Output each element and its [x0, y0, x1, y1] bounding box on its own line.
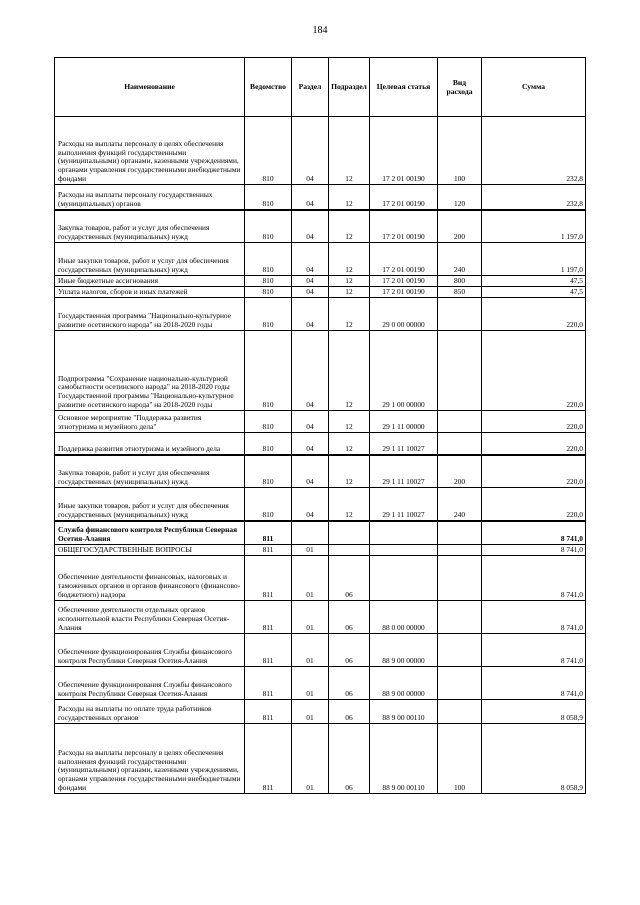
cell-type	[438, 667, 482, 700]
cell-type: 240	[438, 243, 482, 276]
cell-name: Обеспечение функционирования Службы финансового контроля Республики Северная Осетия-Алания	[55, 634, 245, 667]
cell-target: 17 2 01 00190	[370, 185, 438, 210]
cell-name: Расходы на выплаты персоналу государственных (муниципальных) органов	[55, 185, 245, 210]
cell-type	[438, 331, 482, 411]
cell-amount: 220,0	[482, 455, 586, 488]
cell-section: 04	[292, 117, 329, 185]
table-row	[55, 634, 586, 667]
cell-amount: 232,8	[482, 185, 586, 210]
cell-dept: 810	[245, 287, 292, 298]
table-row	[55, 276, 586, 287]
cell-dept: 811	[245, 700, 292, 724]
cell-type: 850	[438, 287, 482, 298]
cell-amount: 8 741,0	[482, 545, 586, 556]
cell-section: 04	[292, 488, 329, 521]
cell-dept: 811	[245, 667, 292, 700]
cell-section	[292, 521, 329, 545]
cell-name: Государственная программа "Национально-культурное развитие осетинского народа" на 2018-2020 годы	[55, 298, 245, 331]
table-row	[55, 117, 586, 185]
cell-type	[438, 521, 482, 545]
cell-dept: 811	[245, 634, 292, 667]
cell-target: 29 1 00 00000	[370, 331, 438, 411]
table-row	[55, 287, 586, 298]
cell-name: Поддержка развития этнотуризма и музейного дела	[55, 433, 245, 455]
budget-table	[54, 57, 586, 794]
cell-subsection: 12	[329, 287, 370, 298]
cell-section: 04	[292, 287, 329, 298]
cell-section: 01	[292, 601, 329, 634]
cell-dept: 810	[245, 276, 292, 287]
cell-name: Служба финансового контроля Республики Северная Осетия-Алания	[55, 521, 245, 545]
cell-dept: 811	[245, 556, 292, 601]
cell-target: 88 9 00 00110	[370, 700, 438, 724]
cell-section: 04	[292, 433, 329, 455]
header-target: Целевая статья	[370, 58, 438, 117]
cell-name: Обеспечение деятельности финансовых, налоговых и таможенных органов и органов финансового (финансово-бюджетного) надзора	[55, 556, 245, 601]
table-row	[55, 545, 586, 556]
cell-section: 01	[292, 545, 329, 556]
cell-target: 88 0 00 00000	[370, 601, 438, 634]
cell-target	[370, 545, 438, 556]
table-row	[55, 700, 586, 724]
cell-target: 17 2 01 00190	[370, 210, 438, 243]
cell-amount: 220,0	[482, 331, 586, 411]
cell-name: Иные закупки товаров, работ и услуг для обеспечения государственных (муниципальных) нужд	[55, 488, 245, 521]
cell-name: Уплата налогов, сборов и иных платежей	[55, 287, 245, 298]
cell-amount: 8 741,0	[482, 634, 586, 667]
page-number: 184	[312, 25, 328, 36]
cell-type	[438, 556, 482, 601]
cell-type	[438, 634, 482, 667]
cell-target: 17 2 01 00190	[370, 276, 438, 287]
cell-section: 01	[292, 700, 329, 724]
cell-dept: 810	[245, 298, 292, 331]
cell-name: ОБЩЕГОСУДАРСТВЕННЫЕ ВОПРОСЫ	[55, 545, 245, 556]
cell-subsection: 06	[329, 634, 370, 667]
cell-name: Основное мероприятие "Поддержка развития этнотуризма и музейного дела"	[55, 411, 245, 433]
cell-amount: 1 197,0	[482, 210, 586, 243]
cell-target: 88 9 00 00000	[370, 667, 438, 700]
cell-section: 04	[292, 185, 329, 210]
cell-dept: 810	[245, 488, 292, 521]
cell-dept: 810	[245, 185, 292, 210]
cell-amount: 47,5	[482, 276, 586, 287]
cell-type: 120	[438, 185, 482, 210]
cell-name: Подпрограмма "Сохранение национально-культурной самобытности осетинского народа" на 2018-2020 годы Государственной программы "Национально-культурное развитие осетинского народа" на 2018-2020 годы	[55, 331, 245, 411]
cell-dept: 811	[245, 601, 292, 634]
cell-type: 800	[438, 276, 482, 287]
cell-subsection: 12	[329, 185, 370, 210]
cell-amount: 220,0	[482, 298, 586, 331]
cell-name: Расходы на выплаты персоналу в целях обеспечения выполнения функций государственными (муниципальными) органами, казенными учреждениями, органами управления государственными внебюджетными фондами	[55, 724, 245, 794]
cell-type: 100	[438, 724, 482, 794]
cell-dept: 810	[245, 210, 292, 243]
cell-target: 17 2 01 00190	[370, 287, 438, 298]
header-amount: Сумма	[482, 58, 586, 117]
cell-subsection: 06	[329, 556, 370, 601]
cell-subsection: 12	[329, 243, 370, 276]
cell-type	[438, 433, 482, 455]
cell-section: 04	[292, 276, 329, 287]
cell-section: 04	[292, 411, 329, 433]
table-row	[55, 243, 586, 276]
cell-subsection: 06	[329, 601, 370, 634]
cell-type	[438, 545, 482, 556]
cell-subsection: 12	[329, 455, 370, 488]
cell-type	[438, 298, 482, 331]
table-row	[55, 298, 586, 331]
cell-target: 29 0 00 00000	[370, 298, 438, 331]
cell-name: Иные закупки товаров, работ и услуг для обеспечения государственных (муниципальных) нужд	[55, 243, 245, 276]
cell-section: 04	[292, 331, 329, 411]
cell-dept: 810	[245, 331, 292, 411]
table-row	[55, 411, 586, 433]
table-row	[55, 556, 586, 601]
cell-amount: 220,0	[482, 488, 586, 521]
cell-dept: 810	[245, 455, 292, 488]
cell-target: 29 1 11 10027	[370, 433, 438, 455]
cell-amount: 232,8	[482, 117, 586, 185]
cell-amount: 8 058,9	[482, 700, 586, 724]
cell-dept: 811	[245, 545, 292, 556]
cell-dept: 810	[245, 243, 292, 276]
cell-subsection: 12	[329, 331, 370, 411]
cell-amount: 8 741,0	[482, 601, 586, 634]
cell-subsection: 12	[329, 276, 370, 287]
cell-subsection	[329, 545, 370, 556]
cell-subsection: 06	[329, 667, 370, 700]
cell-subsection	[329, 521, 370, 545]
cell-target: 88 9 00 00110	[370, 724, 438, 794]
cell-section: 01	[292, 634, 329, 667]
cell-section: 04	[292, 298, 329, 331]
cell-name: Закупка товаров, работ и услуг для обеспечения государственных (муниципальных) нужд	[55, 455, 245, 488]
cell-type: 240	[438, 488, 482, 521]
cell-section: 01	[292, 556, 329, 601]
cell-subsection: 12	[329, 298, 370, 331]
table-row	[55, 601, 586, 634]
cell-subsection: 06	[329, 700, 370, 724]
table-header-row	[55, 58, 586, 117]
cell-subsection: 12	[329, 117, 370, 185]
header-subsection: Подраздел	[329, 58, 370, 117]
cell-type: 200	[438, 210, 482, 243]
table-row	[55, 433, 586, 455]
table-row	[55, 455, 586, 488]
cell-target: 88 9 00 00000	[370, 634, 438, 667]
header-section: Раздел	[292, 58, 329, 117]
cell-name: Закупка товаров, работ и услуг для обеспечения государственных (муниципальных) нужд	[55, 210, 245, 243]
table-row	[55, 331, 586, 411]
cell-amount: 220,0	[482, 411, 586, 433]
cell-dept: 811	[245, 724, 292, 794]
cell-target: 17 2 01 00190	[370, 117, 438, 185]
cell-target	[370, 556, 438, 601]
cell-amount: 1 197,0	[482, 243, 586, 276]
cell-dept: 810	[245, 411, 292, 433]
cell-amount: 8 741,0	[482, 521, 586, 545]
cell-type: 200	[438, 455, 482, 488]
cell-section: 01	[292, 667, 329, 700]
cell-amount: 220,0	[482, 433, 586, 455]
cell-section: 01	[292, 724, 329, 794]
cell-target: 29 1 11 10027	[370, 488, 438, 521]
cell-amount: 8 741,0	[482, 556, 586, 601]
cell-subsection: 06	[329, 724, 370, 794]
cell-subsection: 12	[329, 433, 370, 455]
cell-subsection: 12	[329, 210, 370, 243]
cell-name: Расходы на выплаты по оплате труда работников государственных органов	[55, 700, 245, 724]
cell-target: 17 2 01 00190	[370, 243, 438, 276]
cell-section: 04	[292, 243, 329, 276]
cell-type	[438, 601, 482, 634]
cell-name: Расходы на выплаты персоналу в целях обеспечения выполнения функций государственными (муниципальными) органами, казенными учреждениями, органами управления государственными внебюджетными фондами	[55, 117, 245, 185]
cell-type: 100	[438, 117, 482, 185]
table-row	[55, 210, 586, 243]
cell-target: 29 1 11 00000	[370, 411, 438, 433]
cell-section: 04	[292, 210, 329, 243]
cell-dept: 810	[245, 433, 292, 455]
header-dept: Ведомство	[245, 58, 292, 117]
table-row	[55, 667, 586, 700]
table-row	[55, 724, 586, 794]
cell-amount: 47,5	[482, 287, 586, 298]
table-row	[55, 185, 586, 210]
cell-subsection: 12	[329, 488, 370, 521]
cell-subsection: 12	[329, 411, 370, 433]
table-row	[55, 521, 586, 545]
cell-section: 04	[292, 455, 329, 488]
cell-target	[370, 521, 438, 545]
cell-name: Обеспечение деятельности отдельных органов исполнительной власти Республики Северная Осетия-Алания	[55, 601, 245, 634]
cell-dept: 811	[245, 521, 292, 545]
header-type: Вид расхода	[438, 58, 482, 117]
cell-dept: 810	[245, 117, 292, 185]
table-row	[55, 488, 586, 521]
cell-amount: 8 058,9	[482, 724, 586, 794]
cell-name: Обеспечение функционирования Службы финансового контроля Республики Северная Осетия-Алания	[55, 667, 245, 700]
cell-name: Иные бюджетные ассигнования	[55, 276, 245, 287]
cell-type	[438, 411, 482, 433]
cell-type	[438, 700, 482, 724]
cell-amount: 8 741,0	[482, 667, 586, 700]
header-name: Наименование	[55, 58, 245, 117]
cell-target: 29 1 11 10027	[370, 455, 438, 488]
